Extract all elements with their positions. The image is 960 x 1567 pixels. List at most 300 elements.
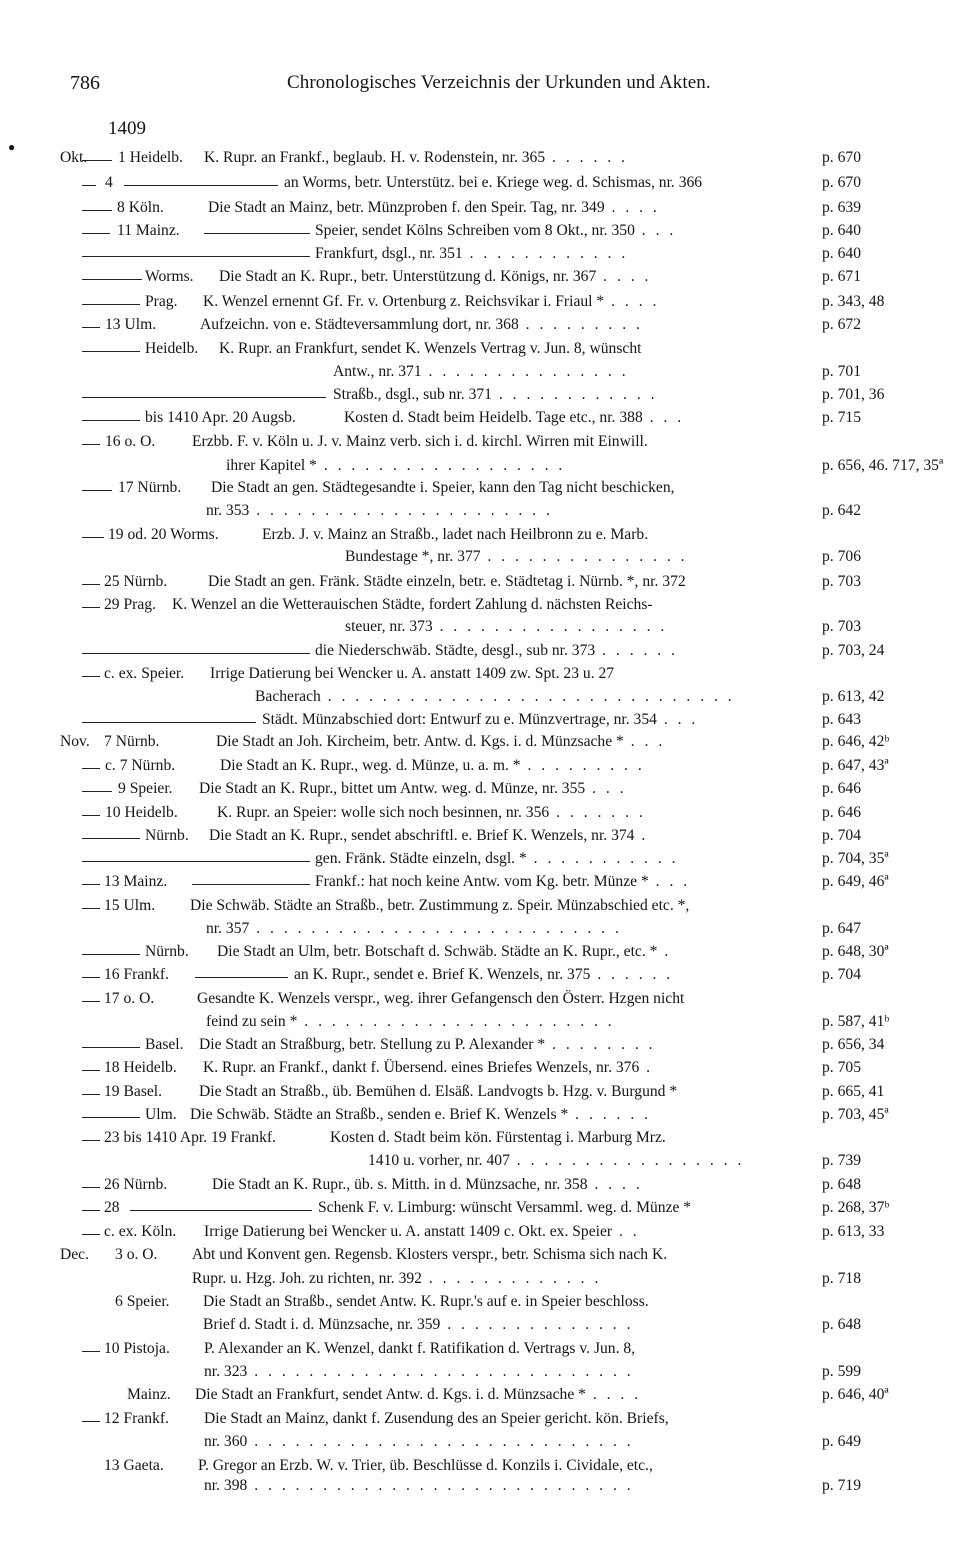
entry-row [0,825,960,847]
entry-text [226,455,565,477]
ditto-rule [82,490,112,491]
entry-text-content: nr. 353 [206,502,250,519]
leader-dots: . . . . . . . . . . . . . . . . . . [316,457,566,474]
entry-text [262,709,698,731]
page-reference: p. 646, 42ᵇ [822,733,890,750]
page-reference: p. 646 [822,804,861,821]
entry-row [0,1221,960,1243]
entry-row [0,594,960,616]
page-reference: p. 639 [822,199,861,216]
leader-dots: . . . . . . . . . . . . . [421,1270,602,1287]
entry-row [0,1174,960,1196]
leader-dots: . . . . . . . . . . . . . . . . . [509,1152,745,1169]
leader-dots: . . . . . . . . . . . . . . . . . . . . . . . . . . . . [247,1477,634,1495]
leader-dots: . . . [648,873,691,890]
leader-dots: . . . . [596,268,652,285]
entry-row [0,731,960,753]
ditto-rule [82,1421,100,1422]
entry-row [0,941,960,963]
entry-date-place: 19 od. 20 Worms. [108,526,219,543]
page-reference: p. 613, 33 [822,1223,885,1240]
entry-text-content: steuer, nr. 373 [345,618,433,635]
leader-dots: . . [612,1223,640,1240]
leader-dots: . . . . . . . . . . . . . . . . . . . . . . [249,502,553,519]
leader-dots: . . . . . . . . . . . . . . . . . . . . . . . . . . . [249,920,622,937]
entry-text-content: an K. Rupr., sendet e. Brief K. Wenzels, nr. 375 [294,966,591,983]
leader-dots: . . . . . . [595,642,678,659]
entry-text-content: Kosten d. Stadt beim kön. Fürstentag i. Marburg Mrz. [330,1129,666,1146]
leader-dots: . . . . . . . . . . . . . . . . . . . . . . . [297,1013,615,1030]
entry-date-place: c. 7 Nürnb. [105,757,176,774]
page-reference: p. 701, 36 [822,386,885,403]
entry-row [0,802,960,824]
entry-row [0,686,960,708]
entry-text [195,1384,641,1406]
leader-dots: . . . . . . [568,1106,652,1123]
page-reference: p. 642 [822,502,861,519]
entry-text [192,431,648,453]
entry-row [0,663,960,685]
entry-text-content: Die Stadt an gen. Städtegesandte i. Speier, kann den Tag nicht beschicken, [211,479,675,496]
leader-dots: . [639,1059,654,1076]
entry-text-content: Die Stadt an Joh. Kircheim, betr. Antw. d. Kgs. i. d. Münzsache * [216,733,624,750]
margin-mark: ● [8,140,16,154]
entry-text-content: K. Rupr. an Speier: wolle sich noch besinnen, nr. 356 [217,804,550,821]
entry-text [206,500,553,522]
entry-text [206,1011,615,1033]
entry-text [204,1221,640,1243]
leader-dots: . . . . [585,1386,642,1403]
leader-dots: . . . [642,409,685,426]
entry-row [0,314,960,336]
entry-text [216,731,665,753]
entry-row [0,524,960,546]
page-reference: p. 718 [822,1270,861,1287]
entry-text [211,477,675,499]
entry-text [192,1268,601,1290]
entry-text [172,594,653,616]
page-reference: p. 587, 41ᵇ [822,1013,890,1030]
entry-row [0,500,960,522]
entry-text-content: Frankfurt, dsgl., nr. 351 [315,245,463,262]
ditto-rule [82,420,140,421]
entry-text [203,1057,653,1079]
leader-dots: . . . . [604,199,660,216]
entry-row [0,1268,960,1290]
entry-text [200,314,643,336]
entry-date-place: 1 Heidelb. [118,149,183,166]
entry-row [0,197,960,219]
ditto-rule [82,676,100,677]
leader-dots: . . . . . . . . . . . . . . . . . . . . . . . . . . . . [247,1433,634,1450]
entry-row [0,964,960,986]
entry-text [333,384,658,406]
leader-dots: . [634,827,649,844]
leader-dots: . . . [585,780,627,797]
entry-row [0,243,960,265]
entry-date-place: 13 Ulm. [105,316,157,333]
entry-row [0,546,960,568]
ditto-rule [82,351,140,352]
page-reference: p. 656, 46. 717, 35ª [822,457,944,474]
ditto-rule [82,1140,100,1141]
ditto-rule [82,279,142,280]
entry-row [0,477,960,499]
ditto-rule [82,815,100,816]
entry-text-content: Die Stadt an Ulm, betr. Botschaft d. Schwäb. Städte an K. Rupr., etc. * [217,943,658,960]
ditto-rule [82,256,310,257]
entry-row [0,1338,960,1360]
ditto-rule [82,653,310,654]
page-reference: p. 613, 42 [822,688,885,705]
entry-date-place: 26 Nürnb. [104,1176,168,1193]
entry-row [0,755,960,777]
entry-text [345,616,667,638]
entry-date-place: Nürnb. [145,943,189,960]
leader-dots: . . . . . . . . . . . . [491,386,658,403]
entry-text-content: P. Alexander an K. Wenzel, dankt f. Ratifikation d. Vertrags v. Jun. 8, [204,1340,636,1357]
page-number: 786 [70,72,100,94]
entry-text-content: an Worms, betr. Unterstütz. bei e. Kriege weg. d. Schismas, nr. 366 [284,174,703,191]
entry-row [0,172,960,194]
entry-text [203,1314,634,1336]
entry-row [0,1104,960,1126]
entry-month: Dec. [60,1246,90,1263]
ditto-rule [82,1187,100,1188]
entry-text-content: Erzbb. F. v. Köln u. J. v. Mainz verb. sich i. d. kirchl. Wirren mit Einwill. [192,433,648,450]
entry-date-place: 6 Speier. [115,1293,170,1310]
entry-text-content: Brief d. Stadt i. d. Münzsache, nr. 359 [203,1316,441,1333]
entry-date-place: Prag. [145,293,178,310]
leader-dots: . . . . . . . . . [518,316,643,333]
entry-text-content: Aufzeichn. von e. Städteversammlung dort, nr. 368 [200,316,519,333]
entry-row [0,1127,960,1149]
entry-date-place: Worms. [145,268,194,285]
entry-text [333,361,629,383]
entry-row [0,147,960,169]
entry-text [199,1034,656,1056]
entry-text-content: 1410 u. vorher, nr. 407 [368,1152,510,1169]
entry-text-content: Antw., nr. 371 [333,363,422,380]
entry-text-content: Die Stadt an K. Rupr., sendet abschriftl. e. Brief K. Wenzels, nr. 374 [209,827,635,844]
entry-text-content: K. Wenzel ernennt Gf. Fr. v. Ortenburg z. Reichsvikar i. Friaul * [203,293,605,310]
entry-row [0,1011,960,1033]
page-reference: p. 643 [822,711,861,728]
leader-dots: . . . . . . . [549,804,646,821]
entry-row [0,1244,960,1266]
entry-text [204,1475,634,1497]
entry-text [368,1150,744,1172]
entry-row [0,709,960,731]
ditto-rule [82,304,140,305]
entry-row [0,1431,960,1453]
entry-row [0,407,960,429]
entry-text-content: Die Schwäb. Städte an Straßb., senden e. Brief K. Wenzels * [190,1106,569,1123]
entry-text-content: Irrige Datierung bei Wencker u. A. anstatt 1409 c. Okt. ex. Speier [204,1223,613,1240]
entry-text-content: nr. 398 [204,1477,248,1495]
entry-text [203,291,659,313]
ditto-rule [82,327,100,328]
entry-text [210,663,614,685]
page-reference: p. 647 [822,920,861,937]
entry-text-content: Die Stadt an Straßburg, betr. Stellung zu P. Alexander * [199,1036,546,1053]
entry-text [217,802,646,824]
ditto-rule [82,397,326,398]
ditto-rule [82,722,256,723]
entry-text-content: Frankf.: hat noch keine Antw. vom Kg. betr. Münze * [315,873,649,890]
entry-text-content: Rupr. u. Hzg. Joh. zu richten, nr. 392 [192,1270,422,1287]
entry-text [284,172,702,194]
entry-text [344,407,684,429]
entry-date-place: 17 Nürnb. [118,479,182,496]
entry-text [315,220,676,242]
entry-text-content: nr. 357 [206,920,250,937]
page-reference: p. 665, 41 [822,1083,885,1100]
entry-text [204,1431,634,1453]
entry-date-place: c. ex. Speier. [104,665,185,682]
entry-text-content: Abt und Konvent gen. Regensb. Klosters verspr., betr. Schisma sich nach K. [192,1246,668,1263]
leader-dots: . . . [656,711,699,728]
entry-text [330,1127,666,1149]
entry-text [204,1408,669,1430]
entry-text [203,1291,649,1313]
leader-dots: . . . . . . . . . . . . . . . . . . . . . . . . . . . . [247,1363,634,1380]
entry-text-content: Die Stadt an Frankfurt, sendet Antw. d. Kgs. i. d. Münzsache * [195,1386,586,1403]
ditto-rule [82,954,140,955]
entry-text [212,1174,643,1196]
entry-text [217,941,671,963]
entry-row [0,988,960,1010]
entry-date-place: 23 bis 1410 Apr. 19 Frankf. [104,1129,276,1146]
entry-text [315,243,628,265]
ditto-rule [82,1210,100,1211]
entry-text-content: Schenk F. v. Limburg: wünscht Versamml. weg. d. Münze * [318,1199,692,1216]
page-reference: p. 703 [822,573,861,590]
entry-text [199,778,627,800]
entry-date-place: 11 Mainz. [117,222,180,239]
leader-dots: . . . . . . . . . . . . . . . . . . . . . . . . . . . . . . [320,688,735,705]
entry-text-content: Die Stadt an gen. Fränk. Städte einzeln, betr. e. Städtetag i. Nürnb. *, nr. 372 [208,573,686,590]
ditto-rule [82,1234,100,1235]
year-heading: 1409 [108,118,146,139]
leader-dots: . . . . [587,1176,643,1193]
ditto-rule [82,444,100,445]
entry-row [0,1291,960,1313]
entry-date-place: Mainz. [127,1386,171,1403]
entry-text [190,895,689,917]
entry-text [315,871,690,893]
entry-date-place: 16 o. O. [105,433,156,450]
ditto-rule [82,584,100,585]
entry-row [0,455,960,477]
page-reference: p. 701 [822,363,861,380]
entry-text-content: P. Gregor an Erzb. W. v. Trier, üb. Beschlüsse d. Konzils i. Cividale, etc., [198,1457,653,1474]
entry-text [204,1361,634,1383]
entry-text [208,571,686,593]
entry-text-content: Bundestage *, nr. 377 [345,548,481,565]
page-reference: p. 703, 45ª [822,1106,889,1123]
entry-text-content: Städt. Münzabschied dort: Entwurf zu e. Münzvertrage, nr. 354 [262,711,657,728]
entry-text [197,988,684,1010]
ditto-rule [82,1001,100,1002]
page-reference: p. 648 [822,1176,861,1193]
leader-dots: . . . . . . . . [545,1036,656,1053]
entry-row [0,431,960,453]
leader-dots: . . . . . . . . . . . . [462,245,629,262]
entry-row [0,1408,960,1430]
entry-date-place: Heidelb. [145,340,199,357]
entry-text-content: Kosten d. Stadt beim Heidelb. Tage etc., nr. 388 [344,409,643,426]
ditto-rule [82,1094,100,1095]
page-reference: p. 670 [822,149,861,166]
entry-text [204,1338,635,1360]
page-reference: p. 704 [822,827,861,844]
entry-row [0,918,960,940]
entry-row [0,1197,960,1219]
page-reference: p. 672 [822,316,861,333]
ditto-rule [195,977,288,978]
entry-text-content: feind zu sein * [206,1013,298,1030]
page-reference: p. 704 [822,966,861,983]
entry-row [0,1361,960,1383]
entry-date-place: 3 o. O. [115,1246,158,1263]
entry-row [0,361,960,383]
entry-text-content: K. Wenzel an die Wetterauischen Städte, fordert Zahlung d. nächsten Reichs- [172,596,653,613]
entry-text-content: K. Rupr. an Frankfurt, sendet K. Wenzels Vertrag v. Jun. 8, wünscht [219,340,642,357]
page-reference: p. 646 [822,780,861,797]
entry-text [192,1244,667,1266]
leader-dots: . [657,943,672,960]
entry-text-content: Irrige Datierung bei Wencker u. A. anstatt 1409 zw. Spt. 23 u. 27 [210,665,615,682]
page-reference: p. 704, 35ª [822,850,889,867]
entry-date-place: Ulm. [145,1106,177,1123]
entry-date-place: Basel. [145,1036,184,1053]
page-reference: p. 719 [822,1477,861,1495]
page-reference: p. 648 [822,1316,861,1333]
entry-text-content: K. Rupr. an Frankf., dankt f. Übersend. eines Briefes Wenzels, nr. 376 [203,1059,640,1076]
entry-date-place: 8 Köln. [117,199,164,216]
entry-text-content: Die Stadt an Mainz, dankt f. Zusendung des an Speier gericht. kön. Briefs, [204,1410,669,1427]
page-reference: p. 715 [822,409,861,426]
page-reference: p. 640 [822,245,861,262]
entry-date-place: 12 Frankf. [104,1410,169,1427]
page-reference: p. 640 [822,222,861,239]
entry-text [318,1197,691,1219]
leader-dots: . . . . . . . . . . . . . . [440,1316,634,1333]
entry-row [0,1455,960,1477]
entry-text-content: Bacherach [255,688,321,705]
entry-text-content: Die Stadt an K. Rupr., weg. d. Münze, u. a. m. * [220,757,521,774]
entry-text-content: K. Rupr. an Frankf., beglaub. H. v. Rodenstein, nr. 365 [204,149,546,166]
entry-text-content: nr. 360 [204,1433,248,1450]
page-reference: p. 646, 40ª [822,1386,889,1403]
entry-text-content: Gesandte K. Wenzels verspr., weg. ihrer Gefangensch den Österr. Hzgen nicht [197,990,685,1007]
leader-dots: . . . . . . . . . . . . . . . [421,363,629,380]
page-reference: p. 739 [822,1152,861,1169]
entry-text [315,640,678,662]
entry-date-place: 9 Speier. [118,780,173,797]
entry-text-content: Die Stadt an K. Rupr., betr. Unterstützung d. Königs, nr. 367 [219,268,597,285]
page-header-title: Chronologisches Verzeichnis der Urkunden und Akten. [287,72,711,93]
ditto-rule [82,233,110,234]
ditto-rule [82,537,104,538]
entry-row [0,1475,960,1497]
entry-text-content: nr. 323 [204,1363,248,1380]
entry-text-content: Die Stadt an Straßb., üb. Bemühen d. Elsäß. Landvogts b. Hzg. v. Burgund * [199,1083,678,1100]
leader-dots: . . . [634,222,677,239]
entry-row [0,848,960,870]
page-reference: p. 599 [822,1363,861,1380]
page-reference: p. 705 [822,1059,861,1076]
entry-row [0,778,960,800]
entry-text [255,686,735,708]
page-reference: p. 648, 30ª [822,943,889,960]
page-reference: p. 706 [822,548,861,565]
ditto-rule [82,838,140,839]
entry-text-content: gen. Fränk. Städte einzeln, dsgl. * [315,850,527,867]
ditto-rule [82,908,100,909]
entry-date-place: 7 Nürnb. [104,733,160,750]
entry-row [0,1034,960,1056]
entry-date-place: bis 1410 Apr. 20 Augsb. [145,409,296,426]
entry-text-content: Erzb. J. v. Mainz an Straßb., ladet nach Heilbronn zu e. Marb. [262,526,649,543]
entry-date-place: 13 Mainz. [104,873,168,890]
entry-date-place: 28 [104,1199,120,1216]
ditto-rule [82,861,310,862]
page-reference: p. 649 [822,1433,861,1450]
entry-row [0,266,960,288]
ditto-rule [82,185,96,186]
entry-text [190,1104,651,1126]
ditto-rule [82,977,100,978]
entry-date-place: 17 o. O. [104,990,155,1007]
entry-date-place: 13 Gaeta. [104,1457,164,1474]
entry-text [294,964,673,986]
entry-row [0,1314,960,1336]
entry-text-content: die Niederschwäb. Städte, desgl., sub nr. 373 [315,642,596,659]
entry-text [208,197,660,219]
entry-date-place: 10 Pistoja. [104,1340,170,1357]
entry-date-place: 10 Heidelb. [105,804,178,821]
page-reference: p. 670 [822,174,861,191]
page-reference: p. 649, 46ª [822,873,889,890]
entry-date-place: 15 Ulm. [104,897,156,914]
ditto-rule [82,1351,100,1352]
entry-row [0,571,960,593]
page-reference: p. 268, 37ᵇ [822,1199,890,1216]
entry-row [0,895,960,917]
ditto-rule [192,884,310,885]
leader-dots: . . . . . . . . . . . [526,850,679,867]
entry-row [0,1384,960,1406]
entry-row [0,616,960,638]
ditto-rule [82,884,100,885]
entry-text [204,147,628,169]
ditto-rule [204,233,310,234]
entry-text [220,755,645,777]
ditto-rule [82,791,112,792]
entry-text [315,848,679,870]
entry-row [0,338,960,360]
entry-month: Nov. [60,733,90,750]
entry-text-content: Die Stadt an Mainz, betr. Münzproben f. den Speir. Tag, nr. 349 [208,199,605,216]
entry-row [0,384,960,406]
ditto-rule [82,1070,100,1071]
entry-row [0,291,960,313]
entry-date-place: Nürnb. [145,827,189,844]
leader-dots: . . . . [604,293,660,310]
entry-row [0,220,960,242]
